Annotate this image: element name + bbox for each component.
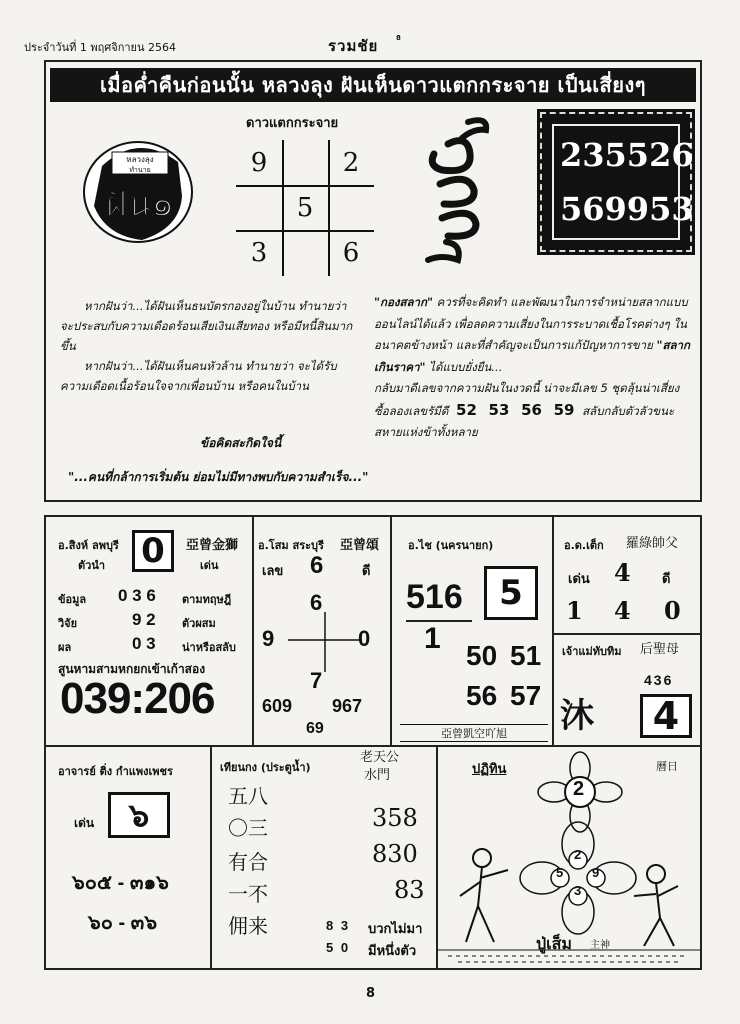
box2-name: อ.โสม สระบุรี bbox=[258, 539, 324, 552]
calendar-digit: 3 bbox=[574, 883, 582, 898]
box2-dee: ดี bbox=[362, 564, 371, 579]
calendar-top-digit: 2 bbox=[573, 778, 585, 800]
calendar-digit: 5 bbox=[556, 865, 564, 880]
box7-footer-number: 5 0 bbox=[326, 940, 351, 955]
commentary-number: 53 bbox=[488, 400, 510, 419]
lucky-number-box bbox=[540, 112, 692, 252]
box2-lek: เลข bbox=[262, 564, 284, 579]
note-quote: "...คนที่กล้าการเริ่มต้น ย่อมไม่มีทางพบกับความสำเร็จ..." bbox=[68, 470, 369, 484]
box4-main-digit: 4 bbox=[614, 558, 631, 587]
box2-main-digit: 6 bbox=[310, 552, 324, 579]
grid-cell-br: 6 bbox=[342, 237, 360, 268]
box2-cross-bottom: 7 bbox=[310, 668, 323, 693]
grid-cell-tl: 9 bbox=[250, 147, 268, 178]
box8-footer: ปู่เส็ม bbox=[536, 934, 572, 953]
commentary-number: 56 bbox=[521, 400, 542, 419]
box2-number: 609 bbox=[262, 696, 293, 716]
grid-title: ดาวแตกกระจาย bbox=[246, 116, 339, 131]
box1-lead-digit: 0 bbox=[132, 530, 174, 572]
box1-row3-note: น่าหรือสลับ bbox=[182, 641, 236, 654]
box4-number: 0 bbox=[664, 596, 681, 625]
lottery-commentary-text bbox=[374, 292, 692, 444]
commentary-text: สลับกลับตัวลัวขนะสหายแห่งข้าทั้งหลาย bbox=[374, 403, 675, 439]
box1-row3-value: 0 3 bbox=[132, 634, 156, 653]
box1-play: เด่น bbox=[200, 559, 219, 572]
lucky-number: 569 bbox=[560, 190, 627, 228]
box7-handwriting: 五八 bbox=[228, 784, 268, 808]
box1-row1-label: ข้อมูล bbox=[58, 593, 87, 606]
commentary-text: ได้แบบยั่งยืน... bbox=[425, 359, 503, 374]
box3-lead-digit: 5 bbox=[484, 566, 538, 620]
grid-cell-tr: 2 bbox=[342, 147, 360, 178]
box1-big-number: 039:206 bbox=[60, 674, 215, 723]
box3-chinese-name: 亞曾凱空吖旭 bbox=[400, 724, 548, 742]
box5-name: เจ้าแม่ทับทิม bbox=[562, 645, 622, 658]
box1-row2-value: 9 2 bbox=[132, 610, 156, 629]
commentary-number: 52 bbox=[456, 400, 477, 419]
page-number: 8 bbox=[366, 986, 376, 1001]
box6-play: เด่น bbox=[74, 816, 95, 830]
calendar-digit: 9 bbox=[592, 865, 600, 880]
box8-title: ปฏิทิน bbox=[472, 762, 507, 777]
dream-headline-banner: เมื่อค่ำคืนก่อนนั้น หลวงลุง ฝันเห็นดาวแตกกระจาย เป็นเสี่ยงๆ bbox=[50, 68, 696, 102]
box4-dee: ดี bbox=[662, 572, 671, 587]
magazine-brand: รวมชัย bbox=[328, 37, 379, 55]
box1-row1-note: ตามทฤษฎี bbox=[182, 593, 232, 606]
box1-row3-label: ผล bbox=[58, 641, 72, 654]
box7-footer-number: 8 3 bbox=[326, 918, 351, 933]
box4-den: เด่น bbox=[568, 572, 590, 587]
box7-number: 83 bbox=[394, 876, 425, 904]
box3-number: 516 bbox=[406, 578, 463, 616]
logo-small-text-2: ทำนาย bbox=[129, 166, 151, 174]
box1-row1-value: 0 3 6 bbox=[118, 586, 156, 605]
commentary-text: กลับมาดีเลขจากความฝันในงวดนี้ น่าจะมีเลข 5 ชุดลุ้นน่าเสี่ยงซื้อลองเลขรัมีดี bbox=[374, 381, 680, 418]
box4-chinese-name: 羅綠帥父 bbox=[626, 536, 679, 551]
commentary-highlight: "สลากเกินราคา" bbox=[374, 338, 690, 374]
calendar-digit: 2 bbox=[574, 847, 582, 862]
box2-chinese-name: 亞曾頌 bbox=[340, 538, 380, 553]
box2-number: 967 bbox=[332, 696, 363, 716]
box3-name: อ.ไช (นครนายก) bbox=[408, 539, 494, 552]
box4-name: อ.ด.เต็ก bbox=[564, 539, 604, 552]
box3-number: 56 bbox=[466, 680, 498, 711]
dream-paragraph-1: หากฝันว่า...ได้ฝันเห็นธนบัตรกองอยู่ในบ้าน ทำนายว่า จะประสบกับความเดือดร้อนเสียเงินเสียทอง หรือมีหนี้สินมากขึ้น bbox=[60, 299, 353, 353]
header-page-mark: 8 bbox=[396, 34, 401, 42]
box5-glyph: 沐 bbox=[560, 696, 594, 736]
box1-name: อ.สิงห์ ลพบุรี bbox=[58, 539, 119, 552]
dream-paragraph-2: หากฝันว่า...ได้ฝันเห็นคนหัวล้าน ทำนายว่า จะได้รับความเดือดเนื้อร้อนใจจากเพื่อนบ้าน หรือคนในบ้าน bbox=[60, 359, 337, 393]
box7-handwriting: 一不 bbox=[228, 882, 268, 906]
box6-numbers-line1: ๖๐๕ - ๓๑๖ bbox=[72, 872, 169, 894]
lucky-number: 526 bbox=[626, 136, 694, 174]
box1-lead: ตัวนำ bbox=[78, 559, 106, 572]
commentary-highlight: "กองสลาก" bbox=[374, 295, 433, 309]
box4-number: 1 bbox=[566, 596, 583, 625]
star-number-grid bbox=[236, 140, 374, 276]
box8-chinese-name: 曆日 bbox=[656, 760, 678, 773]
box7-chinese-name-2: 水門 bbox=[364, 768, 391, 783]
box5-lead-digit: 4 bbox=[640, 694, 692, 738]
box2-number: 69 bbox=[306, 720, 324, 737]
box8-footer-chinese: 主神 bbox=[590, 940, 610, 951]
talisman-script-icon bbox=[418, 114, 498, 264]
lucky-number: 235 bbox=[560, 136, 627, 174]
box7-handwriting: 〇三 bbox=[228, 816, 268, 840]
dream-interpretation-text bbox=[60, 296, 360, 396]
box3-number: 50 bbox=[466, 640, 498, 671]
box1-subtitle: สูนหามสามหกยกเข้าเก้าสอง bbox=[58, 662, 206, 676]
box7-footer-text: มีหนึ่งตัว bbox=[368, 944, 417, 959]
commentary-text: ควรที่จะคิดทำ และพัฒนาในการจำหน่ายสลากแบบออนไลน์ได้แล้ว เพื่อลดความเสี่ยงในการระบาดเชื้อโรคต่างๆ ในอนาคตข้างหน้า และที่สำคัญจะเป็นการแก้ปัญหาการขาย bbox=[374, 295, 688, 352]
grid-cell-bl: 3 bbox=[250, 237, 268, 268]
box1-row2-label: วิจัย bbox=[58, 617, 78, 630]
box1-chinese-name: 亞曾金獅 bbox=[186, 538, 239, 553]
box5-number: 436 bbox=[644, 672, 674, 688]
box7-footer-text: บวกไม่มา bbox=[368, 922, 423, 937]
logo-small-text: หลวงลุง bbox=[126, 155, 154, 164]
box4-number: 4 bbox=[614, 596, 631, 625]
box7-handwriting: 佣来 bbox=[228, 914, 268, 938]
lotus-bottom-icon bbox=[520, 822, 636, 934]
box3-number: 1 bbox=[424, 622, 441, 655]
box2-cross-top: 6 bbox=[310, 590, 323, 615]
box7-chinese-name: 老天公 bbox=[360, 750, 400, 765]
box6-numbers-line2: ๖๐ - ๓๖ bbox=[88, 912, 158, 934]
box7-number: 830 bbox=[372, 840, 418, 868]
issue-date: ประจำวันที่ 1 พฤศจิกายน 2564 bbox=[24, 41, 176, 54]
commentary-number: 59 bbox=[553, 400, 575, 419]
box7-handwriting: 有合 bbox=[228, 850, 268, 874]
box1-row2-note: ตัวผสม bbox=[182, 617, 216, 630]
note-title: ข้อคิดสะกิดใจนี้ bbox=[200, 436, 282, 450]
box2-cross-left: 9 bbox=[262, 626, 275, 651]
box7-number: 358 bbox=[372, 804, 418, 832]
lucky-number: 953 bbox=[626, 190, 694, 228]
box6-name: อาจารย์ ติ่ง กำแพงเพชร bbox=[58, 765, 173, 778]
logo-big-text: ฝัน๑ bbox=[105, 184, 175, 225]
box2-cross-right: 0 bbox=[358, 626, 371, 651]
box3-number: 51 bbox=[510, 640, 542, 671]
box3-number: 57 bbox=[510, 680, 542, 711]
grid-cell-center: 5 bbox=[296, 192, 314, 223]
box7-name: เทียนกง (ประตูน้ำ) bbox=[220, 761, 311, 774]
box5-chinese-name: 后聖母 bbox=[640, 642, 680, 657]
dream-logo bbox=[82, 136, 200, 246]
box6-lead-digit: ๖ bbox=[108, 792, 170, 838]
